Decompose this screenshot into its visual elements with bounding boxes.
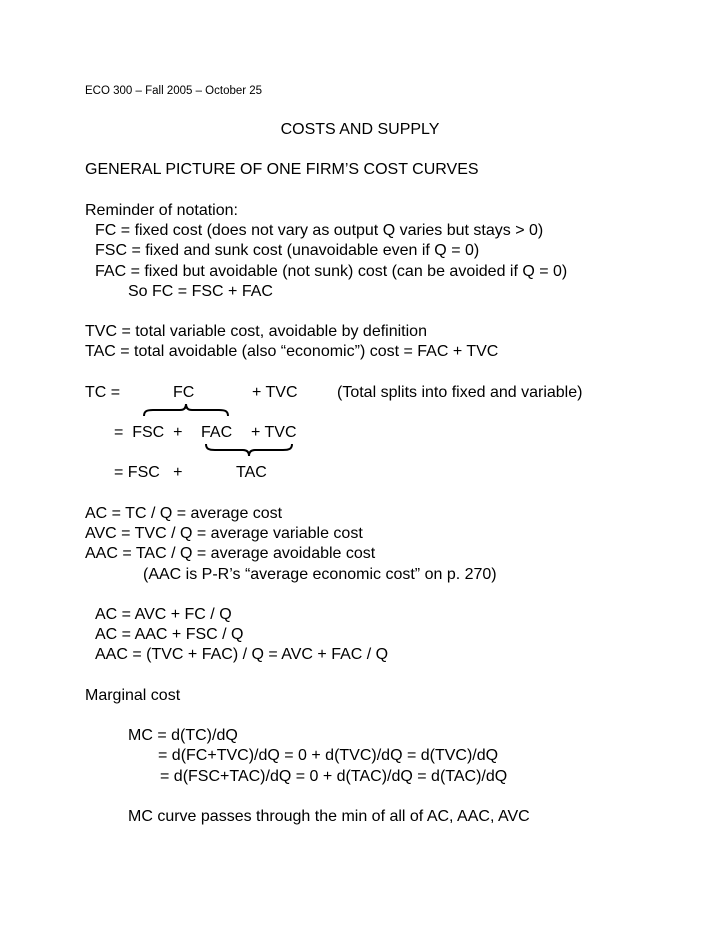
upper-brace-icon xyxy=(143,403,229,417)
page-title: COSTS AND SUPPLY xyxy=(280,121,440,138)
identity-ac-avc: AC = AVC + FC / Q xyxy=(95,606,232,623)
notation-fsc: FSC = fixed and sunk cost (unavoidable even if Q = 0) xyxy=(95,242,480,259)
decomp-tc-eq: TC = xyxy=(85,384,121,401)
marginal-mc-line3: = d(FSC+TAC)/dQ = 0 + d(TAC)/dQ = d(TAC)/dQ xyxy=(160,768,508,785)
definition-tac: TAC = total avoidable (also “economic”) cost = FAC + TVC xyxy=(85,343,499,360)
notation-heading: Reminder of notation: xyxy=(85,202,238,219)
definition-tvc: TVC = total variable cost, avoidable by definition xyxy=(85,323,427,340)
identity-ac-aac: AC = AAC + FSC / Q xyxy=(95,626,244,643)
average-avc: AVC = TVC / Q = average variable cost xyxy=(85,525,363,542)
decomp-fc: FC xyxy=(173,384,195,401)
decomp-row3-fsc: = FSC + xyxy=(114,464,183,481)
notation-fc: FC = fixed cost (does not vary as output Q varies but stays > 0) xyxy=(95,222,544,239)
marginal-mc-line2: = d(FC+TVC)/dQ = 0 + d(TVC)/dQ = d(TVC)/dQ xyxy=(158,747,499,764)
decomp-plus-tvc: + TVC xyxy=(252,384,298,401)
decomp-row2-fac: FAC xyxy=(201,424,233,441)
decomp-row2-fsc: = FSC + xyxy=(114,424,183,441)
identity-aac-expand: AAC = (TVC + FAC) / Q = AVC + FAC / Q xyxy=(95,646,389,663)
notation-so: So FC = FSC + FAC xyxy=(128,283,273,300)
average-aac-note: (AAC is P-R’s “average economic cost” on p. 270) xyxy=(143,566,497,583)
section-heading: GENERAL PICTURE OF ONE FIRM’S COST CURVES xyxy=(85,161,479,178)
lower-brace-icon xyxy=(205,443,293,457)
decomp-row2-tvc: + TVC xyxy=(251,424,297,441)
marginal-heading: Marginal cost xyxy=(85,687,181,704)
marginal-conclusion: MC curve passes through the min of all of AC, AAC, AVC xyxy=(128,808,530,825)
decomp-row3-tac: TAC xyxy=(236,464,267,481)
decomp-note: (Total splits into fixed and variable) xyxy=(337,384,583,401)
marginal-mc-def: MC = d(TC)/dQ xyxy=(128,727,238,744)
notation-fac: FAC = fixed but avoidable (not sunk) cost (can be avoided if Q = 0) xyxy=(95,263,568,280)
average-ac: AC = TC / Q = average cost xyxy=(85,505,283,522)
average-aac: AAC = TAC / Q = average avoidable cost xyxy=(85,545,376,562)
course-header: ECO 300 – Fall 2005 – October 25 xyxy=(85,85,263,97)
